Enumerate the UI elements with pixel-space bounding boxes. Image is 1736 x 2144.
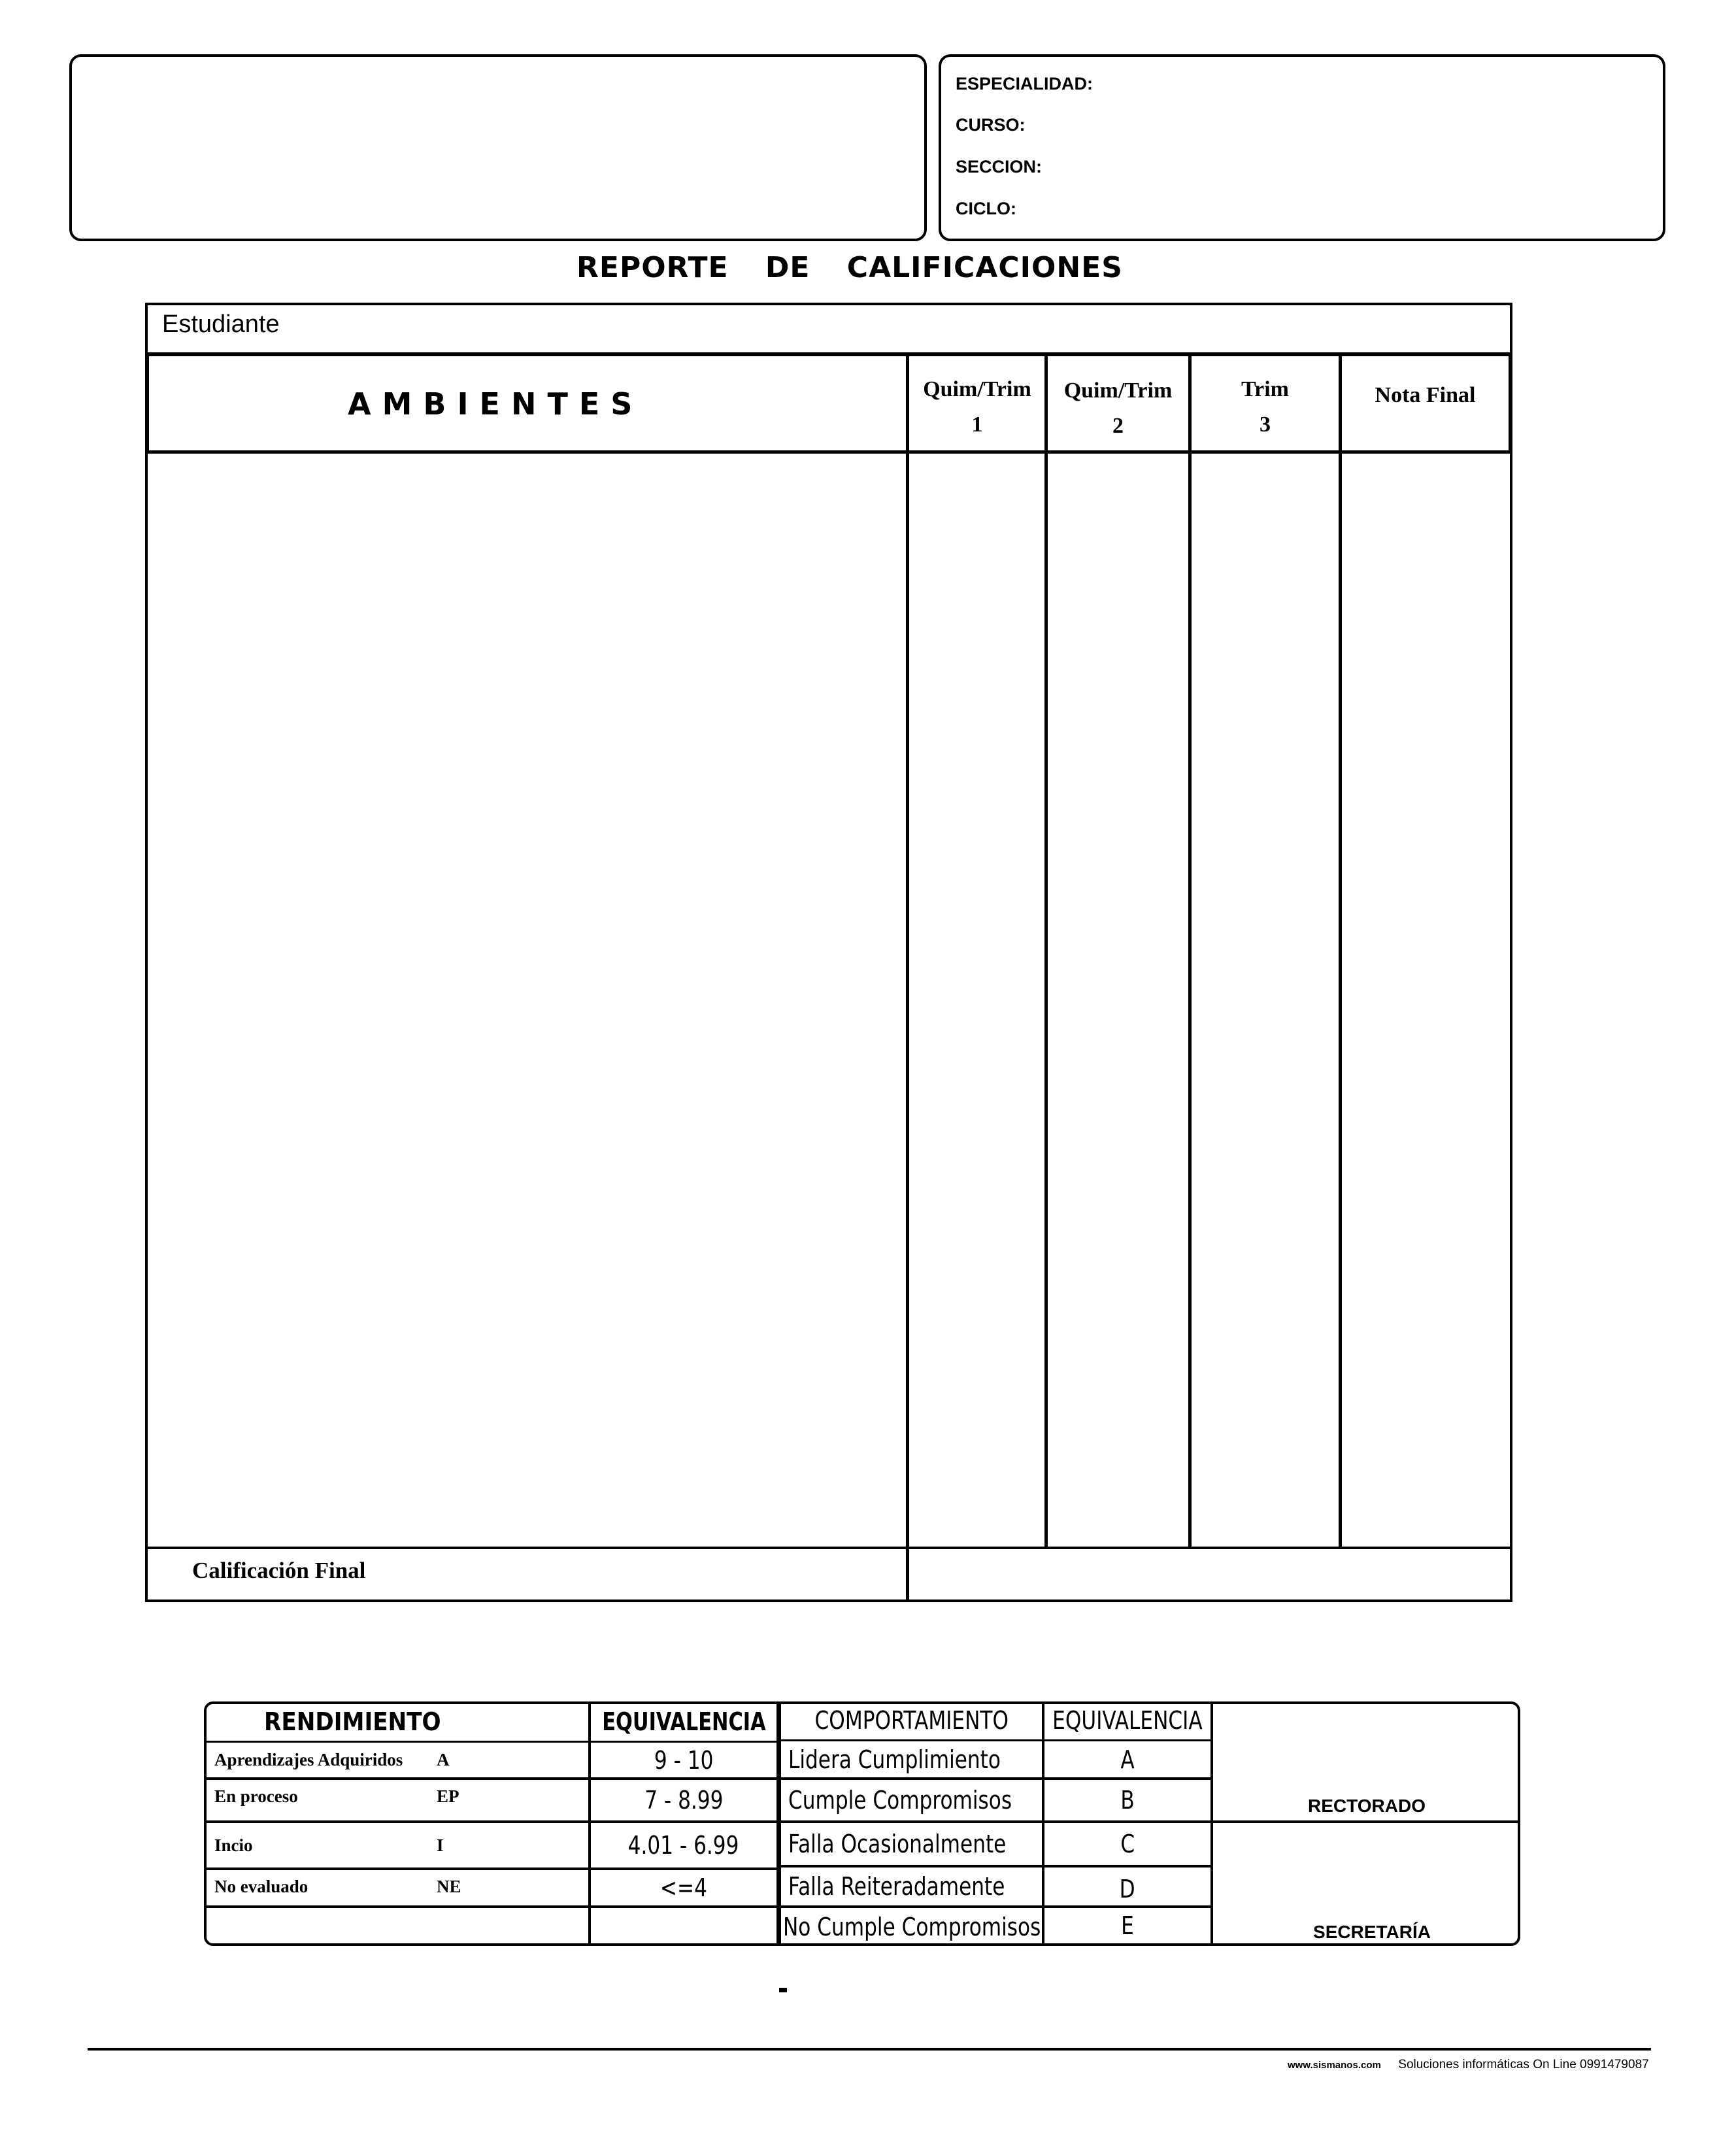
equivalencia-header: EQUIVALENCIA	[601, 1707, 766, 1736]
ambientes-header: AMBIENTES	[348, 386, 644, 422]
comportamiento-row-label: No Cumple Compromisos	[783, 1913, 1041, 1941]
comportamiento-row-label: Lidera Cumplimiento	[788, 1745, 1001, 1774]
footer-website: www.sismanos.com	[1288, 2060, 1381, 2071]
rendimiento-row-code: NE	[437, 1876, 461, 1896]
comportamiento-row-code: B	[1120, 1786, 1135, 1815]
footer-divider	[88, 2048, 1651, 2051]
stray-mark	[779, 1988, 787, 1992]
rectorado-label: RECTORADO	[1308, 1796, 1426, 1816]
grades-table	[145, 303, 1512, 1602]
rendimiento-row-label: En proceso	[214, 1786, 298, 1806]
col-header-nota-final: Nota Final	[1375, 383, 1476, 407]
footer-text	[1288, 2058, 1649, 2072]
col-header-quim-trim-2: Quim/Trim 2	[1063, 378, 1173, 438]
secretaria-label: SECRETARÍA	[1313, 1922, 1431, 1942]
rendimiento-header: RENDIMIENTO	[264, 1707, 441, 1736]
comportamiento-header: COMPORTAMIENTO	[814, 1706, 1009, 1735]
footer-company: Soluciones informáticas On Line 0991479087	[1398, 2058, 1649, 2071]
comportamiento-row-code: D	[1119, 1875, 1135, 1903]
rendimiento-row-label: Incio	[214, 1835, 253, 1855]
comportamiento-row-code: C	[1120, 1830, 1135, 1858]
comportamiento-row-label: Cumple Compromisos	[788, 1786, 1012, 1815]
comportamiento-row-label: Falla Ocasionalmente	[788, 1830, 1007, 1858]
rendimiento-row-label: No evaluado	[214, 1876, 309, 1896]
final-grade-label: Calificación Final	[192, 1558, 366, 1583]
range-value: <=4	[659, 1873, 708, 1902]
rendimiento-row-label: Aprendizajes Adquiridos	[214, 1750, 403, 1769]
curso-label: CURSO:	[956, 115, 1026, 135]
comportamiento-row-label: Falla Reiteradamente	[788, 1872, 1005, 1901]
rendimiento-row-code: I	[437, 1835, 444, 1855]
range-value: 9 - 10	[654, 1745, 714, 1775]
course-info-box	[939, 54, 1665, 241]
ciclo-label: CICLO:	[956, 199, 1016, 218]
legend-table	[204, 1701, 1520, 1946]
comportamiento-row-code: E	[1121, 1911, 1134, 1940]
student-label: Estudiante	[162, 310, 280, 338]
seccion-label: SECCION:	[956, 157, 1043, 176]
col-header-quim-trim-1: Quim/Trim 1	[923, 377, 1031, 437]
header-blank-box	[69, 54, 927, 241]
rendimiento-row-code: A	[437, 1750, 450, 1769]
col-header-trim-3: Trim 3	[1241, 377, 1289, 437]
equivalencia2-header: EQUIVALENCIA	[1052, 1706, 1203, 1735]
range-value: 7 - 8.99	[644, 1786, 724, 1815]
comportamiento-row-code: A	[1120, 1745, 1135, 1774]
especialidad-label: ESPECIALIDAD:	[956, 74, 1093, 93]
range-value: 4.01 - 6.99	[628, 1831, 739, 1860]
report-title: REPORTE DE CALIFICACIONES	[576, 251, 1123, 284]
rendimiento-row-code: EP	[437, 1786, 459, 1806]
